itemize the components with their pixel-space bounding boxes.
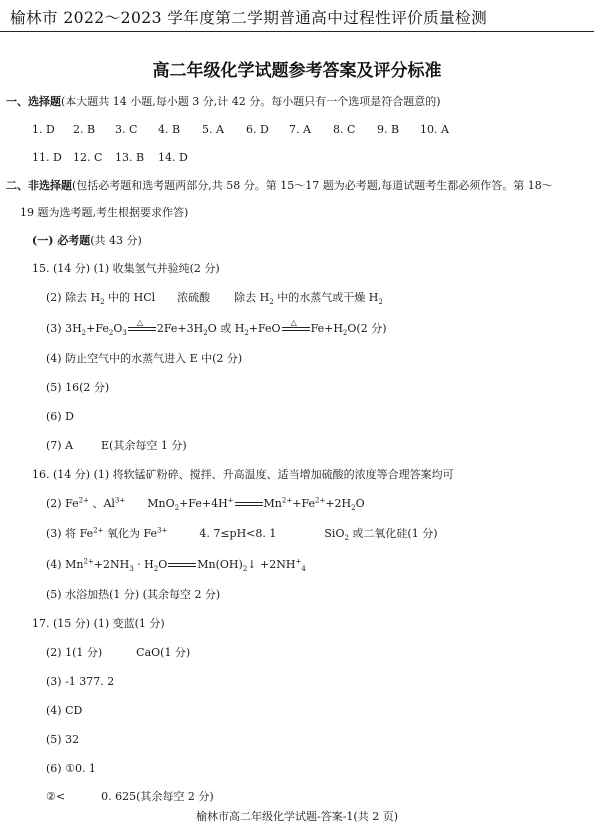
q16-line3: (3) 将 $Fe^{2+}$ 氧化为 $Fe^{3+}$ 4. 7≤pH<8. 1 SiO$_2$ 或二氧化硅(1 分) <box>46 526 438 543</box>
q16-text: ↓ +2NH <box>247 558 296 571</box>
mcq-answer: 3. C <box>115 123 138 136</box>
section1-desc: (本大题共 14 小题,每小题 3 分,计 42 分。每小题只有一个选项是符合题意的) <box>61 95 441 108</box>
mcq-answer: 5. A <box>202 123 224 136</box>
q15-text: (3) 3H <box>46 322 82 335</box>
heat-symbol: △ <box>290 318 297 327</box>
q15-text: +FeO <box>248 322 281 335</box>
q16-text: (4) Mn <box>46 558 84 571</box>
header-rule <box>0 31 594 32</box>
q16-text: MnO <box>147 497 175 510</box>
heat-equals-sign <box>128 318 156 333</box>
q16-text: · H <box>133 558 154 571</box>
equals-sign <box>168 561 196 569</box>
mcq-answer: 6. D <box>246 123 269 136</box>
mcq-answer: 9. B <box>377 123 400 136</box>
q15-text: 浓硫酸 <box>177 291 211 304</box>
q15-line2: (2) 除去 $H_2$ 中的 HCl 浓硫酸 除去 $H_2$ 中的水蒸气或干燥 $H_2$ <box>46 291 383 307</box>
section1-heading: 一、选择题 <box>6 95 61 108</box>
q15-line7 <box>46 439 187 453</box>
q15-text: Fe+H <box>310 322 343 335</box>
heat-equals-sign <box>282 318 310 333</box>
q16-line4: (4) $Mn^{2+}+2NH_3 \cdot H_2O$ $Mn(OH)_2↓ +2NH^+_4$ <box>46 557 306 574</box>
equals-sign <box>235 500 263 508</box>
q16-line2: (2) $Fe^{2+}$ 、$Al^{3+}$ MnO$_2$+Fe+4H+ $Mn^{2+}+Fe^{2+}+2H_2O$ <box>46 496 365 513</box>
heat-symbol: △ <box>136 318 144 327</box>
section2-desc-cont: 19 题为选考题,考生根据要求作答) <box>20 206 189 219</box>
q17-line4: (4) CD <box>46 704 83 717</box>
q17-text: ②< <box>46 790 66 803</box>
page-footer: 榆林市高二年级化学试题-答案-1(共 2 页) <box>195 810 398 823</box>
q16-text: Mn <box>263 497 282 510</box>
q17-text: 0. 625(其余每空 2 分) <box>101 790 214 803</box>
q15-line1: 15. (14 分) (1) 收集氢气并验纯(2 分) <box>32 262 220 275</box>
q15-text: 2Fe+3H <box>156 322 204 335</box>
mcq-answer: 14. D <box>158 151 188 164</box>
q15-text: +Fe <box>86 322 109 335</box>
q17-line2 <box>46 646 190 660</box>
mcq-answer: 11. D <box>32 151 62 164</box>
q16-text: 氧化为 Fe <box>103 527 157 540</box>
q17-line6: (6) ①0. 1 <box>46 762 96 775</box>
mcq-answer: 10. A <box>420 123 449 136</box>
q15-text: 除去 H <box>234 291 270 304</box>
q15-text: E(其余每空 1 分) <box>101 439 187 452</box>
q15-line5: (5) 16(2 分) <box>46 381 110 394</box>
q17-line5: (5) 32 <box>46 733 80 746</box>
mcq-answer: 4. B <box>158 123 181 136</box>
q15-text: (2) 除去 H <box>46 291 101 304</box>
q17-text: (2) 1(1 分) <box>46 646 103 659</box>
q16-text: +Fe <box>292 497 315 510</box>
q15-line3: (3) $3H_2+Fe_2O_3$ △ $2Fe+3H_2O$ 或 $H_2+FeO$ △ $Fe+H_2O(2$ 分) <box>46 318 387 338</box>
mcq-answer: 12. C <box>73 151 103 164</box>
page-title: 高二年级化学试题参考答案及评分标准 <box>152 61 442 81</box>
q15-text: 中的水蒸气或干燥 H <box>273 291 379 304</box>
required-points: (共 43 分) <box>90 234 142 247</box>
mcq-answer: 13. B <box>115 151 145 164</box>
q15-text: O(2 分) <box>347 322 387 335</box>
q16-text: Mn(OH) <box>197 558 243 571</box>
q16-text: +2H <box>325 497 352 510</box>
q16-text: 或二氧化硅(1 分) <box>348 527 438 540</box>
required-subsection <box>32 234 142 248</box>
q16-text: O <box>158 558 168 571</box>
q16-text: +2NH <box>93 558 130 571</box>
section2-desc: (包括必考题和选考题两部分,共 58 分。第 15～17 题为必考题,每道试题考生都必须作答。第 18～ <box>72 179 553 192</box>
q16-text: 4. 7≤pH<8. 1 <box>199 527 277 540</box>
section2-heading: 二、非选择题 <box>6 179 72 192</box>
section2-line <box>6 179 553 193</box>
q15-text: O 或 H <box>207 322 245 335</box>
q16-text: SiO <box>324 527 345 540</box>
mcq-answer: 1. D <box>32 123 55 136</box>
q17-line7 <box>46 790 214 804</box>
q16-text: O <box>355 497 365 510</box>
mcq-answer: 2. B <box>73 123 96 136</box>
q16-line1: 16. (14 分) (1) 将软锰矿粉碎、搅拌、升高温度、适当增加硫酸的浓度等合理答案均可 <box>32 468 454 481</box>
q16-text: 、Al <box>88 497 115 510</box>
mcq-answer: 7. A <box>289 123 311 136</box>
q16-text: (3) 将 Fe <box>46 527 94 540</box>
q16-text: (2) Fe <box>46 497 79 510</box>
mcq-answer: 8. C <box>333 123 356 136</box>
q16-line5: (5) 水浴加热(1 分) (其余每空 2 分) <box>46 588 221 601</box>
q15-line6: (6) D <box>46 410 74 423</box>
q15-text: O <box>113 322 123 335</box>
section1-line <box>6 95 441 109</box>
q17-text: CaO(1 分) <box>136 646 191 659</box>
q15-text: 中的 HCl <box>104 291 156 304</box>
q16-text: +Fe+4H <box>179 497 228 510</box>
page-header: 榆林市 2022～2023 学年度第二学期普通高中过程性评价质量检测 <box>10 9 488 27</box>
required-label: (一) 必考题 <box>32 234 91 247</box>
q15-line4: (4) 防止空气中的水蒸气进入 E 中(2 分) <box>46 352 243 365</box>
q15-text: (7) A <box>46 439 74 452</box>
q17-line3: (3) -1 377. 2 <box>46 675 115 688</box>
q17-line1: 17. (15 分) (1) 变蓝(1 分) <box>32 617 165 630</box>
